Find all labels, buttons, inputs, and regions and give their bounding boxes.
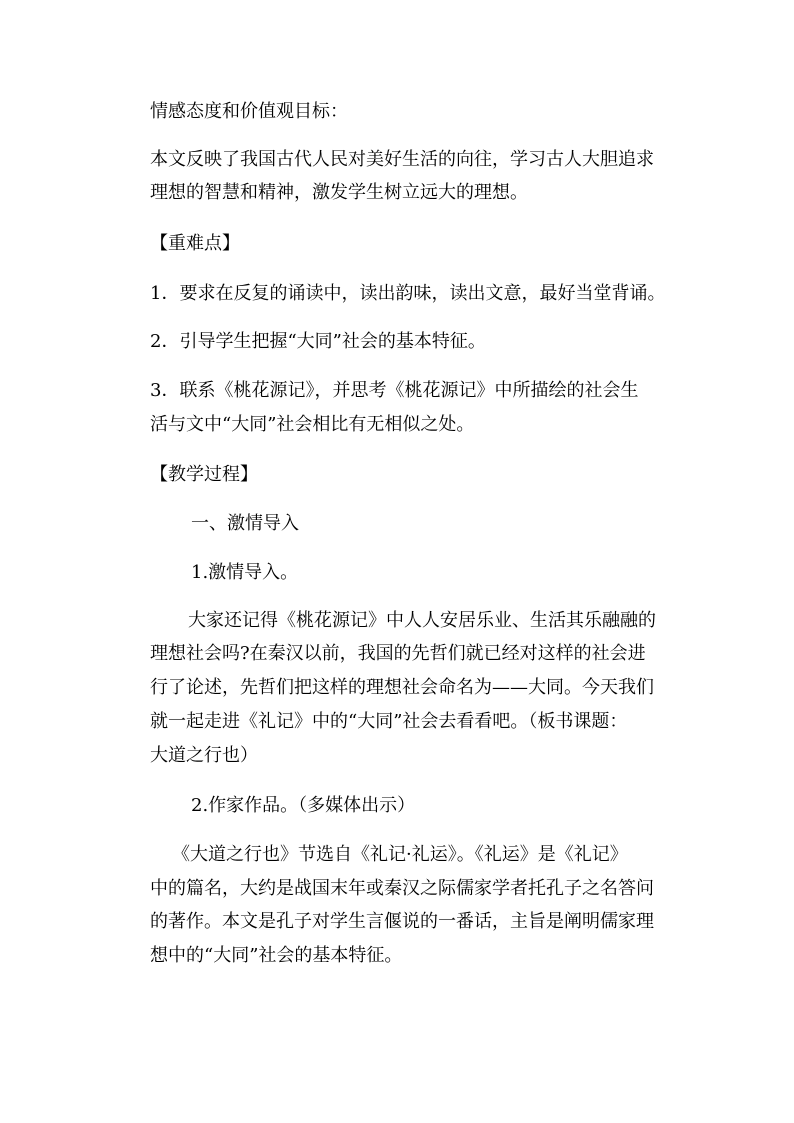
paragraph-line: 大家还记得《桃花源记》中人人安居乐业、生活其乐融融的 bbox=[188, 610, 656, 631]
paragraph-line: 理想社会吗?在秦汉以前，我国的先哲们就已经对这样的社会进 bbox=[150, 643, 646, 664]
key-point-item: 1．要求在反复的诵读中，读出韵味，读出文意，最好当堂背诵。 bbox=[150, 283, 666, 304]
step-title: 1.激情导入。 bbox=[191, 562, 299, 583]
paragraph-line: 行了论述，先哲们把这样的理想社会命名为——大同。今天我们 bbox=[150, 677, 654, 698]
section-title: 一、激情导入 bbox=[191, 513, 299, 534]
step-title: 2.作家作品。（多媒体出示） bbox=[191, 795, 416, 816]
paragraph-line: 中的篇名，大约是战国末年或秦汉之际儒家学者托孔子之名答问 bbox=[150, 878, 654, 899]
paragraph-line: 想中的“大同”社会的基本特征。 bbox=[150, 945, 403, 966]
paragraph-line: 的著作。本文是孔子对学生言偃说的一番话，主旨是阐明儒家理 bbox=[150, 911, 654, 932]
process-heading: 【教学过程】 bbox=[150, 464, 258, 485]
key-point-item: 2．引导学生把握“大同”社会的基本特征。 bbox=[150, 331, 486, 352]
objective-heading: 情感态度和价值观目标： bbox=[150, 101, 348, 122]
key-point-item: 3．联系《桃花源记》，并思考《桃花源记》中所描绘的社会生 bbox=[150, 380, 639, 401]
paragraph-line: 就一起走进《礼记》中的“大同”社会去看看吧。（板书课题： bbox=[150, 711, 628, 732]
key-points-heading: 【重难点】 bbox=[150, 233, 240, 254]
objective-line: 本文反映了我国古代人民对美好生活的向往，学习古人大胆追求 bbox=[150, 149, 654, 170]
objective-line: 理想的智慧和精神，激发学生树立远大的理想。 bbox=[150, 182, 528, 203]
paragraph-line: 大道之行也） bbox=[150, 745, 258, 766]
key-point-item-continued: 活与文中“大同”社会相比有无相似之处。 bbox=[150, 414, 475, 435]
paragraph-line: 《大道之行也》节选自《礼记·礼运》。《礼运》是《礼记》 bbox=[172, 844, 628, 865]
